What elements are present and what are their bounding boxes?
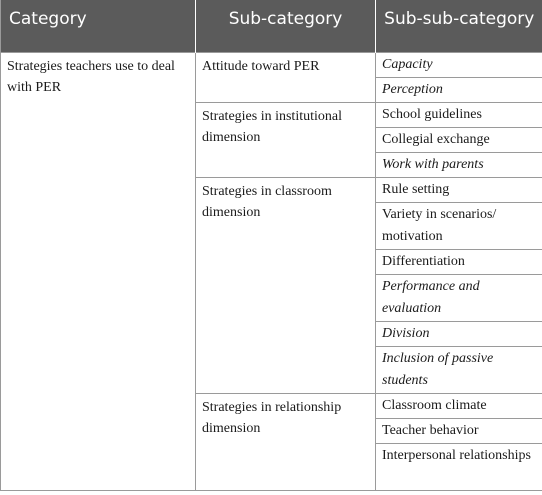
category-cell: Strategies teachers use to deal with PER [1,52,196,490]
sub-sub-category-cell: Teacher behavior [376,418,542,443]
sub-sub-category-cell: Rule setting [376,177,542,202]
sub-category-cell: Strategies in relationship dimension [196,393,376,490]
sub-sub-category-cell: Division [376,321,542,346]
sub-sub-category-cell: Differentiation [376,249,542,274]
sub-sub-category-cell: Collegial exchange [376,127,542,152]
sub-category-cell: Strategies in institutional dimension [196,102,376,177]
sub-sub-category-cell: Capacity [376,52,542,77]
sub-sub-category-cell: School guidelines [376,102,542,127]
sub-sub-category-cell: Variety in scenarios/ motivation [376,202,542,249]
sub-sub-category-cell: Classroom climate [376,393,542,418]
sub-sub-category-cell: Interpersonal relationships [376,443,542,490]
header-row [1,0,542,52]
header-sub-sub-category: Sub-sub-category [376,0,542,52]
sub-sub-category-cell: Performance and evaluation [376,274,542,321]
sub-sub-category-cell: Inclusion of passive students [376,346,542,393]
sub-sub-category-cell: Perception [376,77,542,102]
header-category: Category [1,0,196,52]
header-sub-category: Sub-category [196,0,376,52]
table-row [1,52,542,77]
sub-category-cell: Strategies in classroom dimension [196,177,376,393]
sub-sub-category-cell: Work with parents [376,152,542,177]
sub-category-cell: Attitude toward PER [196,52,376,102]
